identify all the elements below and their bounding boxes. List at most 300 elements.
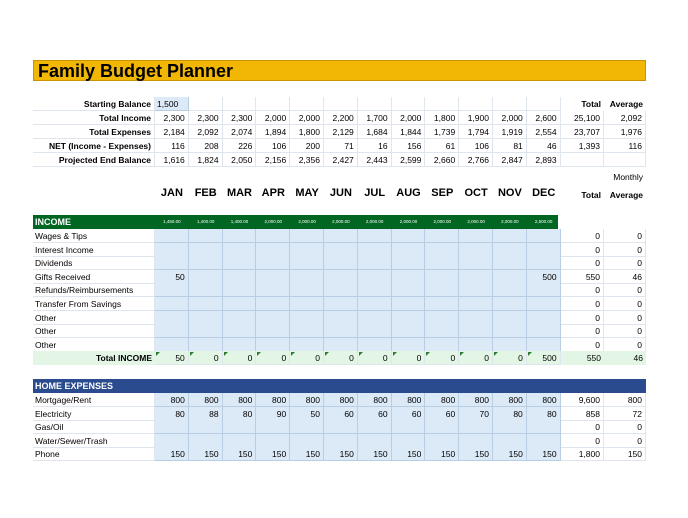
income-input-cell[interactable] xyxy=(155,256,189,270)
income-input-cell[interactable] xyxy=(290,270,324,284)
income-input-cell[interactable] xyxy=(392,297,426,311)
income-input-cell[interactable] xyxy=(493,324,527,338)
income-input-cell[interactable] xyxy=(527,283,561,297)
empty-cell xyxy=(256,97,290,111)
net-value: 71 xyxy=(324,139,358,153)
income-input-cell[interactable]: 50 xyxy=(155,270,189,284)
home-expenses-header-label: HOME EXPENSES xyxy=(35,381,114,391)
income-budget-mini: 2,000.00 xyxy=(365,219,384,224)
income-row-total: 0 xyxy=(561,229,604,243)
income-input-cell[interactable] xyxy=(358,270,392,284)
home-expense-input-cell[interactable]: 150 xyxy=(392,447,426,461)
empty-cell xyxy=(425,97,459,111)
income-input-cell[interactable] xyxy=(290,243,324,257)
income-row-total: 0 xyxy=(561,338,604,352)
total-income-value: 0 xyxy=(189,351,223,365)
income-input-cell[interactable] xyxy=(459,256,493,270)
home-expense-input-cell[interactable] xyxy=(223,434,257,448)
income-input-cell[interactable] xyxy=(425,283,459,297)
income-input-cell[interactable] xyxy=(392,311,426,325)
home-expense-input-cell[interactable] xyxy=(527,420,561,434)
home-expense-input-cell[interactable] xyxy=(223,420,257,434)
home-expense-row-average: 0 xyxy=(604,434,646,448)
empty-cell xyxy=(223,97,257,111)
income-input-cell[interactable] xyxy=(256,243,290,257)
income-input-cell[interactable] xyxy=(290,283,324,297)
sheet-title: Family Budget Planner xyxy=(38,61,234,81)
total-income-value: 0 xyxy=(493,351,527,365)
total-income-value: 2,300 xyxy=(155,111,189,125)
month-total-header: Total xyxy=(581,190,601,200)
summary-average-header: Average xyxy=(609,99,643,109)
income-row-label: Refunds/Reimbursements xyxy=(33,283,155,297)
income-input-cell[interactable] xyxy=(223,243,257,257)
home-expense-input-cell[interactable] xyxy=(290,434,324,448)
formula-marker-icon xyxy=(494,352,498,356)
empty-cell xyxy=(527,97,561,111)
income-input-cell[interactable] xyxy=(155,311,189,325)
income-input-cell[interactable] xyxy=(527,324,561,338)
projected-balance-value: 2,427 xyxy=(324,153,358,167)
empty-cell xyxy=(604,153,646,167)
income-input-cell[interactable] xyxy=(425,243,459,257)
income-input-cell[interactable] xyxy=(189,297,223,311)
net-value: 106 xyxy=(256,139,290,153)
home-expense-input-cell[interactable]: 800 xyxy=(459,393,493,407)
empty-cell xyxy=(493,97,527,111)
income-input-cell[interactable] xyxy=(459,270,493,284)
income-row-average: 0 xyxy=(604,243,646,257)
home-expense-input-cell[interactable]: 150 xyxy=(324,447,358,461)
net-value: 226 xyxy=(223,139,257,153)
income-row-total: 0 xyxy=(561,283,604,297)
month-header-apr: APR xyxy=(261,187,285,199)
income-input-cell[interactable] xyxy=(493,229,527,243)
empty-cell xyxy=(358,97,392,111)
home-expense-input-cell[interactable] xyxy=(290,420,324,434)
home-expense-input-cell[interactable] xyxy=(189,434,223,448)
income-input-cell[interactable] xyxy=(527,311,561,325)
home-expense-input-cell[interactable]: 150 xyxy=(527,447,561,461)
home-expense-input-cell[interactable]: 150 xyxy=(189,447,223,461)
income-input-cell[interactable] xyxy=(493,270,527,284)
home-expense-input-cell[interactable]: 50 xyxy=(290,407,324,421)
home-expense-input-cell[interactable]: 800 xyxy=(392,393,426,407)
income-input-cell[interactable] xyxy=(155,324,189,338)
income-input-cell[interactable] xyxy=(459,311,493,325)
home-expense-row-total: 0 xyxy=(561,434,604,448)
income-row-average: 0 xyxy=(604,229,646,243)
income-input-cell[interactable] xyxy=(290,324,324,338)
home-expense-input-cell[interactable]: 80 xyxy=(493,407,527,421)
home-expense-input-cell[interactable]: 70 xyxy=(459,407,493,421)
income-input-cell[interactable] xyxy=(189,324,223,338)
income-input-cell[interactable] xyxy=(155,338,189,352)
income-row-average: 46 xyxy=(604,270,646,284)
income-input-cell[interactable] xyxy=(189,283,223,297)
empty-cell xyxy=(561,153,604,167)
home-expense-input-cell[interactable] xyxy=(189,420,223,434)
formula-marker-icon xyxy=(460,352,464,356)
home-expense-row-average: 150 xyxy=(604,447,646,461)
income-input-cell[interactable] xyxy=(324,270,358,284)
income-row-total: 0 xyxy=(561,311,604,325)
home-expense-input-cell[interactable] xyxy=(425,434,459,448)
income-input-cell[interactable] xyxy=(358,283,392,297)
income-input-cell[interactable] xyxy=(256,297,290,311)
home-expense-row-total: 858 xyxy=(561,407,604,421)
home-expense-input-cell[interactable]: 80 xyxy=(223,407,257,421)
total-expenses-value: 1,684 xyxy=(358,125,392,139)
income-input-cell[interactable] xyxy=(527,229,561,243)
home-expense-input-cell[interactable]: 150 xyxy=(290,447,324,461)
income-input-cell[interactable] xyxy=(189,243,223,257)
home-expense-input-cell[interactable] xyxy=(324,434,358,448)
home-expense-input-cell[interactable]: 800 xyxy=(527,393,561,407)
projected-balance-value: 1,616 xyxy=(155,153,189,167)
income-input-cell[interactable] xyxy=(493,297,527,311)
income-budget-mini: 2,500.00 xyxy=(534,219,553,224)
formula-marker-icon xyxy=(291,352,295,356)
home-expense-input-cell[interactable] xyxy=(324,420,358,434)
total-income-value: 500 xyxy=(527,351,561,365)
empty-cell xyxy=(290,97,324,111)
summary-label: NET (Income - Expenses) xyxy=(33,139,155,153)
income-input-cell[interactable]: 500 xyxy=(527,270,561,284)
net-value: 200 xyxy=(290,139,324,153)
income-input-cell[interactable] xyxy=(290,311,324,325)
total-expenses-value: 2,554 xyxy=(527,125,561,139)
formula-marker-icon xyxy=(393,352,397,356)
home-expense-input-cell[interactable] xyxy=(155,434,189,448)
income-row-average: 0 xyxy=(604,338,646,352)
total-income-value: 1,900 xyxy=(459,111,493,125)
projected-balance-value: 2,847 xyxy=(493,153,527,167)
home-expense-row-label: Gas/Oil xyxy=(33,420,155,434)
income-input-cell[interactable] xyxy=(324,229,358,243)
income-input-cell[interactable] xyxy=(290,256,324,270)
empty-cell xyxy=(392,97,426,111)
home-expense-input-cell[interactable]: 150 xyxy=(459,447,493,461)
income-input-cell[interactable] xyxy=(392,324,426,338)
income-input-cell[interactable] xyxy=(459,283,493,297)
income-input-cell[interactable] xyxy=(358,256,392,270)
income-input-cell[interactable] xyxy=(256,324,290,338)
income-input-cell[interactable] xyxy=(425,311,459,325)
income-row-label: Dividends xyxy=(33,256,155,270)
income-input-cell[interactable] xyxy=(223,338,257,352)
total-income-average: 46 xyxy=(604,351,646,365)
income-input-cell[interactable] xyxy=(256,338,290,352)
income-input-cell[interactable] xyxy=(223,297,257,311)
home-expense-row-average: 72 xyxy=(604,407,646,421)
home-expense-input-cell[interactable] xyxy=(392,420,426,434)
home-expense-input-cell[interactable]: 80 xyxy=(155,407,189,421)
home-expense-input-cell[interactable]: 800 xyxy=(223,393,257,407)
income-input-cell[interactable] xyxy=(425,270,459,284)
income-input-cell[interactable] xyxy=(392,338,426,352)
month-header-mar: MAR xyxy=(226,187,253,199)
home-expense-input-cell[interactable]: 88 xyxy=(189,407,223,421)
income-input-cell[interactable] xyxy=(425,256,459,270)
income-input-cell[interactable] xyxy=(425,338,459,352)
home-expense-input-cell[interactable]: 80 xyxy=(527,407,561,421)
income-budget-mini: 2,000.00 xyxy=(264,219,283,224)
income-input-cell[interactable] xyxy=(425,229,459,243)
income-input-cell[interactable] xyxy=(256,256,290,270)
total-income-value: 0 xyxy=(459,351,493,365)
income-input-cell[interactable] xyxy=(425,297,459,311)
month-average-header: Average xyxy=(609,190,643,200)
projected-balance-value: 2,443 xyxy=(358,153,392,167)
total-expenses-value: 1,919 xyxy=(493,125,527,139)
income-input-cell[interactable] xyxy=(493,283,527,297)
total-income-value: 2,200 xyxy=(324,111,358,125)
summary-label: Total Income xyxy=(33,111,155,125)
income-row-average: 0 xyxy=(604,311,646,325)
home-expense-input-cell[interactable] xyxy=(358,434,392,448)
income-input-cell[interactable] xyxy=(290,338,324,352)
income-input-cell[interactable] xyxy=(392,229,426,243)
income-input-cell[interactable] xyxy=(223,324,257,338)
income-input-cell[interactable] xyxy=(155,283,189,297)
income-row-average: 0 xyxy=(604,297,646,311)
projected-balance-value: 2,156 xyxy=(256,153,290,167)
income-row-label: Gifts Received xyxy=(33,270,155,284)
income-input-cell[interactable] xyxy=(324,311,358,325)
home-expense-input-cell[interactable] xyxy=(493,420,527,434)
net-value: 46 xyxy=(527,139,561,153)
income-row-label: Other xyxy=(33,311,155,325)
summary-total-header: Total xyxy=(581,99,601,109)
income-input-cell[interactable] xyxy=(459,297,493,311)
income-input-cell[interactable] xyxy=(189,229,223,243)
income-row-total: 0 xyxy=(561,256,604,270)
summary-total-income: 25,100 xyxy=(561,111,604,125)
income-input-cell[interactable] xyxy=(189,311,223,325)
income-row-label: Other xyxy=(33,338,155,352)
summary-average-net: 116 xyxy=(604,139,646,153)
income-row-average: 0 xyxy=(604,283,646,297)
home-expense-input-cell[interactable]: 800 xyxy=(189,393,223,407)
income-input-cell[interactable] xyxy=(358,311,392,325)
income-input-cell[interactable] xyxy=(155,297,189,311)
summary-label: Total Expenses xyxy=(33,125,155,139)
home-expense-input-cell[interactable]: 150 xyxy=(358,447,392,461)
income-input-cell[interactable] xyxy=(256,229,290,243)
home-expense-input-cell[interactable]: 60 xyxy=(324,407,358,421)
month-header-jan: JAN xyxy=(160,187,183,199)
income-input-cell[interactable] xyxy=(493,338,527,352)
home-expense-input-cell[interactable] xyxy=(459,434,493,448)
income-input-cell[interactable] xyxy=(459,338,493,352)
income-input-cell[interactable] xyxy=(527,338,561,352)
home-expense-input-cell[interactable] xyxy=(155,420,189,434)
total-income-value: 2,300 xyxy=(189,111,223,125)
income-input-cell[interactable] xyxy=(324,338,358,352)
income-row-total: 0 xyxy=(561,297,604,311)
month-header-feb: FEB xyxy=(194,187,217,199)
total-expenses-value: 1,739 xyxy=(425,125,459,139)
total-expenses-value: 1,844 xyxy=(392,125,426,139)
income-input-cell[interactable] xyxy=(155,243,189,257)
income-input-cell[interactable] xyxy=(256,311,290,325)
income-budget-mini: 2,000.00 xyxy=(467,219,485,224)
income-input-cell[interactable] xyxy=(527,256,561,270)
net-value: 16 xyxy=(358,139,392,153)
net-value: 208 xyxy=(189,139,223,153)
total-income-value: 1,800 xyxy=(425,111,459,125)
income-row-total: 0 xyxy=(561,243,604,257)
formula-marker-icon xyxy=(224,352,228,356)
total-income-label: Total INCOME xyxy=(33,351,155,365)
home-expense-input-cell[interactable] xyxy=(358,420,392,434)
income-input-cell[interactable] xyxy=(527,297,561,311)
home-expense-input-cell[interactable]: 800 xyxy=(155,393,189,407)
income-input-cell[interactable] xyxy=(358,297,392,311)
income-input-cell[interactable] xyxy=(392,256,426,270)
income-input-cell[interactable] xyxy=(493,311,527,325)
income-input-cell[interactable] xyxy=(358,229,392,243)
income-input-cell[interactable] xyxy=(223,311,257,325)
income-budget-mini: 2,000.00 xyxy=(501,219,519,224)
total-expenses-value: 2,092 xyxy=(189,125,223,139)
income-input-cell[interactable] xyxy=(223,256,257,270)
total-income-value: 2,300 xyxy=(223,111,257,125)
income-input-cell[interactable] xyxy=(358,338,392,352)
income-input-cell[interactable] xyxy=(493,256,527,270)
projected-balance-value: 2,893 xyxy=(527,153,561,167)
home-expense-input-cell[interactable]: 800 xyxy=(358,393,392,407)
income-input-cell[interactable] xyxy=(324,283,358,297)
home-expense-input-cell[interactable]: 800 xyxy=(425,393,459,407)
net-value: 106 xyxy=(459,139,493,153)
home-expense-input-cell[interactable]: 800 xyxy=(493,393,527,407)
home-expense-input-cell[interactable] xyxy=(425,420,459,434)
income-input-cell[interactable] xyxy=(358,324,392,338)
net-value: 61 xyxy=(425,139,459,153)
income-input-cell[interactable] xyxy=(223,283,257,297)
income-budget-mini: 1,450.00 xyxy=(163,219,181,224)
total-expenses-value: 1,800 xyxy=(290,125,324,139)
home-expense-input-cell[interactable]: 60 xyxy=(392,407,426,421)
home-expense-input-cell[interactable] xyxy=(459,420,493,434)
income-input-cell[interactable] xyxy=(256,270,290,284)
home-expense-input-cell[interactable]: 150 xyxy=(223,447,257,461)
projected-balance-value: 2,660 xyxy=(425,153,459,167)
home-expense-row-label: Mortgage/Rent xyxy=(33,393,155,407)
home-expense-input-cell[interactable]: 90 xyxy=(256,407,290,421)
home-expense-row-label: Electricity xyxy=(33,407,155,421)
home-expense-input-cell[interactable]: 800 xyxy=(324,393,358,407)
home-expense-input-cell[interactable]: 800 xyxy=(256,393,290,407)
home-expense-input-cell[interactable]: 60 xyxy=(425,407,459,421)
income-input-cell[interactable] xyxy=(324,324,358,338)
income-input-cell[interactable] xyxy=(392,283,426,297)
starting-balance-input[interactable]: 1,500 xyxy=(155,97,189,111)
income-input-cell[interactable] xyxy=(392,270,426,284)
income-input-cell[interactable] xyxy=(189,270,223,284)
home-expense-input-cell[interactable] xyxy=(493,434,527,448)
home-expense-row-total: 0 xyxy=(561,420,604,434)
home-expense-row-label: Water/Sewer/Trash xyxy=(33,434,155,448)
home-expense-input-cell[interactable]: 150 xyxy=(493,447,527,461)
empty-cell xyxy=(324,97,358,111)
income-budget-mini: 2,000.00 xyxy=(332,219,350,224)
total-expenses-value: 2,074 xyxy=(223,125,257,139)
income-input-cell[interactable] xyxy=(459,324,493,338)
total-income-value: 2,000 xyxy=(493,111,527,125)
income-input-cell[interactable] xyxy=(324,243,358,257)
home-expense-input-cell[interactable] xyxy=(527,434,561,448)
income-input-cell[interactable] xyxy=(256,283,290,297)
income-input-cell[interactable] xyxy=(358,243,392,257)
income-budget-mini: 2,000.00 xyxy=(298,219,316,224)
income-input-cell[interactable] xyxy=(459,229,493,243)
projected-balance-value: 2,766 xyxy=(459,153,493,167)
month-header-may: MAY xyxy=(295,187,319,199)
income-input-cell[interactable] xyxy=(290,229,324,243)
income-input-cell[interactable] xyxy=(223,270,257,284)
income-input-cell[interactable] xyxy=(392,243,426,257)
income-row-label: Wages & Tips xyxy=(33,229,155,243)
home-expense-input-cell[interactable]: 800 xyxy=(290,393,324,407)
income-row-label: Interest Income xyxy=(33,243,155,257)
summary-average-income: 2,092 xyxy=(604,111,646,125)
income-input-cell[interactable] xyxy=(459,243,493,257)
income-input-cell[interactable] xyxy=(189,338,223,352)
home-expense-input-cell[interactable]: 60 xyxy=(358,407,392,421)
home-expense-row-average: 0 xyxy=(604,420,646,434)
projected-balance-value: 1,824 xyxy=(189,153,223,167)
home-expense-input-cell[interactable] xyxy=(256,420,290,434)
formula-marker-icon xyxy=(257,352,261,356)
summary-label: Starting Balance xyxy=(33,97,155,111)
net-value: 116 xyxy=(155,139,189,153)
income-input-cell[interactable] xyxy=(155,229,189,243)
net-value: 81 xyxy=(493,139,527,153)
total-income-value: 0 xyxy=(392,351,426,365)
formula-marker-icon xyxy=(325,352,329,356)
home-expense-input-cell[interactable] xyxy=(256,434,290,448)
month-header-dec: DEC xyxy=(532,187,556,199)
income-input-cell[interactable] xyxy=(493,243,527,257)
income-input-cell[interactable] xyxy=(425,324,459,338)
formula-marker-icon xyxy=(156,352,160,356)
income-input-cell[interactable] xyxy=(223,229,257,243)
home-expense-input-cell[interactable]: 150 xyxy=(256,447,290,461)
income-input-cell[interactable] xyxy=(324,256,358,270)
income-input-cell[interactable] xyxy=(290,297,324,311)
projected-balance-value: 2,356 xyxy=(290,153,324,167)
formula-marker-icon xyxy=(359,352,363,356)
empty-cell xyxy=(189,97,223,111)
income-input-cell[interactable] xyxy=(324,297,358,311)
month-header-oct: OCT xyxy=(464,187,488,199)
month-header-sep: SEP xyxy=(431,187,454,199)
income-input-cell[interactable] xyxy=(189,256,223,270)
total-income-value: 1,700 xyxy=(358,111,392,125)
summary-label: Projected End Balance xyxy=(33,153,155,167)
income-row-average: 0 xyxy=(604,256,646,270)
home-expense-input-cell[interactable]: 150 xyxy=(425,447,459,461)
home-expense-input-cell[interactable] xyxy=(392,434,426,448)
income-budget-mini: 2,000.00 xyxy=(399,219,418,224)
projected-balance-value: 2,599 xyxy=(392,153,426,167)
home-expense-input-cell[interactable]: 150 xyxy=(155,447,189,461)
month-header-jun: JUN xyxy=(329,187,352,199)
income-input-cell[interactable] xyxy=(527,243,561,257)
